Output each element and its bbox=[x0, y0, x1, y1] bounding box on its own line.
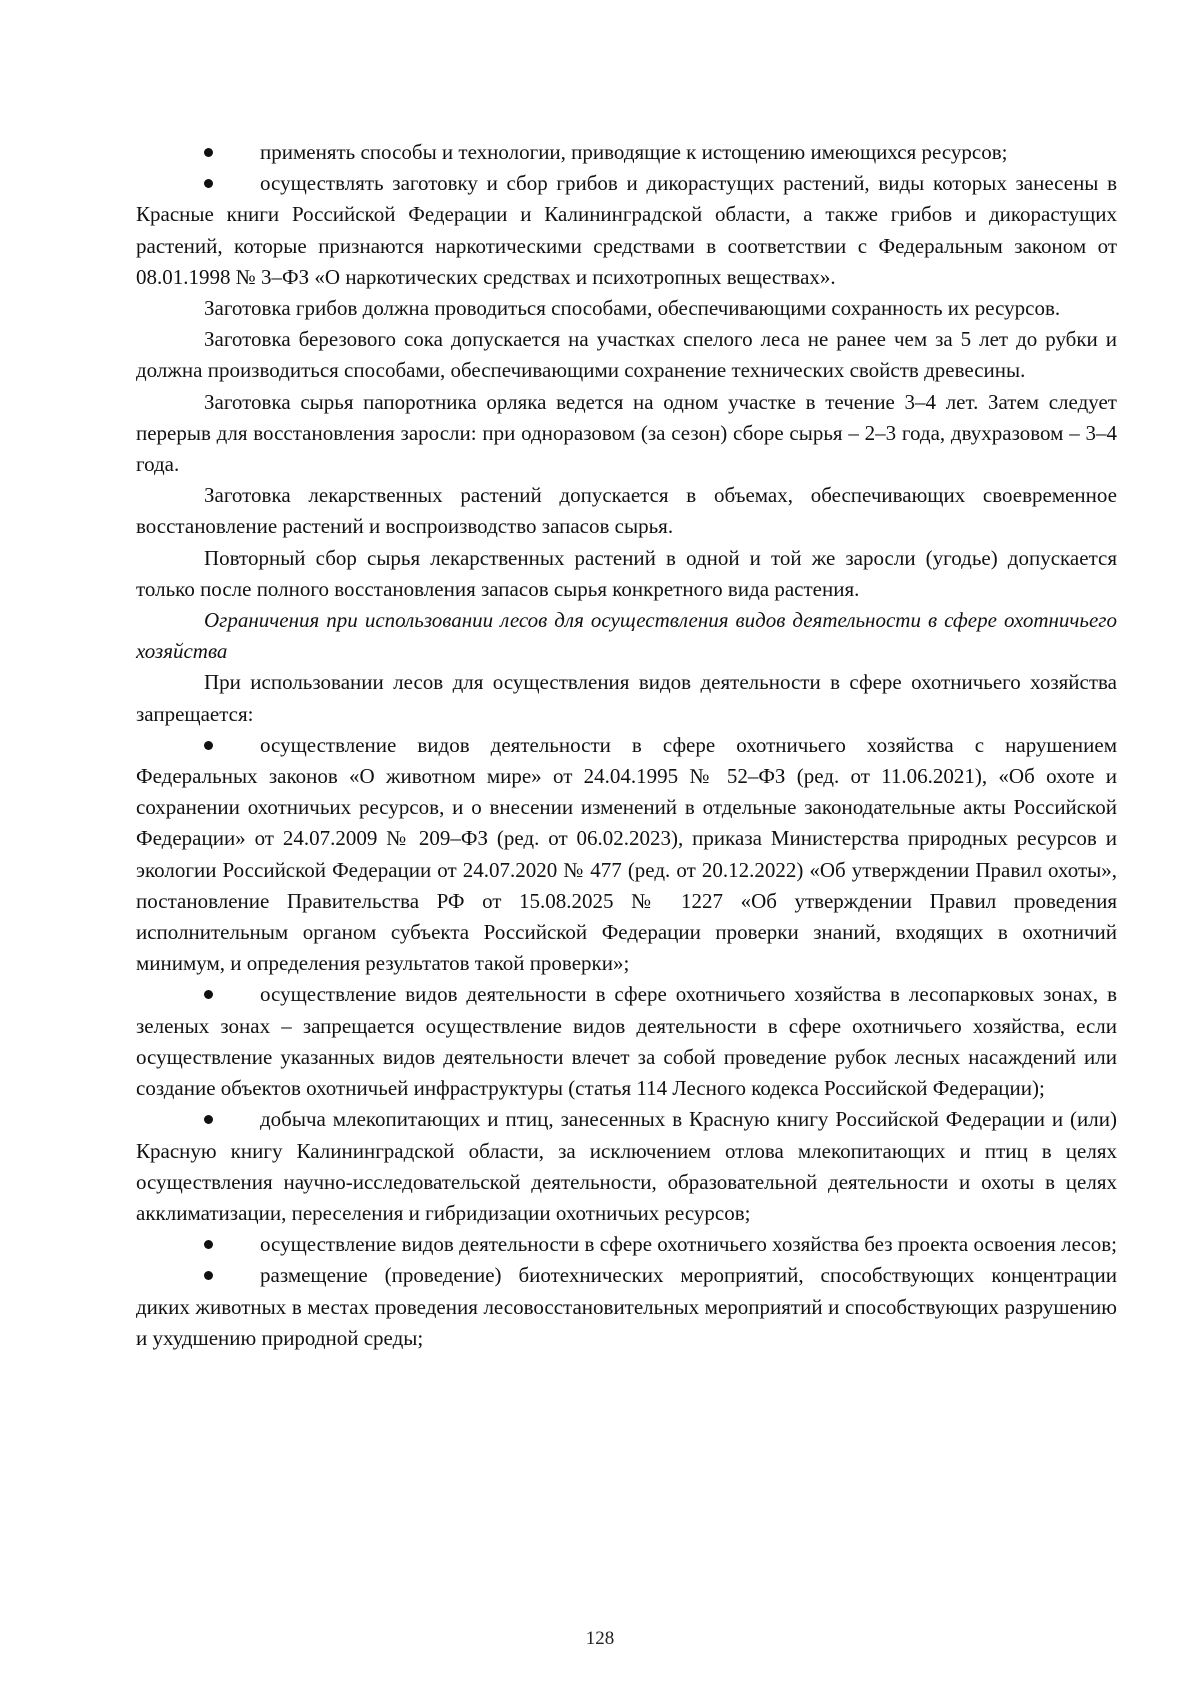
bullet-icon bbox=[136, 137, 260, 168]
bullet-item bbox=[136, 979, 1117, 1104]
bullet-icon bbox=[136, 979, 260, 1010]
bullet-item bbox=[136, 1260, 1117, 1354]
paragraph: Заготовка грибов должна проводиться способами, обеспечивающими сохранность их ресурсов. bbox=[204, 296, 1061, 321]
bullet-item bbox=[136, 1104, 1117, 1229]
bullet-text: осуществление видов деятельности в сфере охотничьего хозяйства с нарушением Федеральных законов «О животном мире» от 24.04.1995 № 52–ФЗ (ред. от 11.06.2021), «Об охоте и сохранении охотничьих ресурсов, и о внесении изменений в отдельные законодательные акты Российской Федерации» от 24.07.2009 № 209–ФЗ (ред. от 06.02.2023), приказа Министерства природных ресурсов и экологии Российской Федерации от 24.07.2020 № 477 (ред. от 20.12.2022) «Об утверждении Правил охоты», постановление Правительства РФ от 15.08.2025 № 1227 «Об утверждении Правил проведения исполнительным органом субъекта Российской Федерации проверки знаний, входящих в охотничий минимум, и определения результатов такой проверки»; bbox=[136, 732, 1117, 976]
bullet-icon bbox=[136, 730, 260, 761]
paragraph: Заготовка сырья папоротника орляка ведется на одном участке в течение 3–4 лет. Затем следует перерыв для восстановления заросли: при одноразовом (за сезон) сборе сырья – 2–3 года, двухразовом – 3–4 года. bbox=[136, 389, 1117, 477]
document-body bbox=[136, 137, 1117, 1354]
bullet-item bbox=[136, 168, 1117, 293]
bullet-text: добыча млекопитающих и птиц, занесенных в Красную книгу Российской Федерации и (или) Красную книгу Калининградской области, за исключением отлова млекопитающих и птиц в целях осуществления научно-исследовательской деятельности, образовательной деятельности и охоты в целях акклиматизации, переселения и гибридизации охотничьих ресурсов; bbox=[136, 1107, 1117, 1225]
bullet-icon bbox=[136, 1260, 260, 1291]
bullet-text: осуществлять заготовку и сбор грибов и дикорастущих растений, виды которых занесены в Красные книги Российской Федерации и Калининградской области, а также грибов и дикорастущих растений, которые признаются наркотическими средствами в соответствии с Федеральным законом от 08.01.1998 № 3–ФЗ «О наркотических средствах и психотропных веществах». bbox=[136, 171, 1117, 289]
bullet-icon bbox=[136, 1229, 260, 1260]
paragraph: Заготовка лекарственных растений допускается в объемах, обеспечивающих своевременное восстановление растений и воспроизводство запасов сырья. bbox=[136, 483, 1117, 539]
bullet-item bbox=[136, 730, 1117, 980]
bullet-item bbox=[136, 1229, 1117, 1260]
bullet-text: осуществление видов деятельности в сфере охотничьего хозяйства в лесопарковых зонах, в зеленых зонах – запрещается осуществление видов деятельности в сфере охотничьего хозяйства, если осуществление указанных видов деятельности влечет за собой проведение рубок лесных насаждений или создание объектов охотничьей инфраструктуры (статья 114 Лесного кодекса Российской Федерации); bbox=[136, 982, 1117, 1101]
bullet-icon bbox=[136, 1104, 260, 1135]
paragraph: Повторный сбор сырья лекарственных растений в одной и той же заросли (угодье) допускается только после полного восстановления запасов сырья конкретного вида растения. bbox=[136, 545, 1117, 601]
bullet-text: осуществление видов деятельности в сфере охотничьего хозяйства без проекта освоения лесов; bbox=[260, 1232, 1117, 1257]
bullet-text: размещение (проведение) биотехнических мероприятий, способствующих концентрации диких животных в местах проведения лесовосстановительных мероприятий и способствующих разрушению и ухудшению природной среды; bbox=[136, 1263, 1117, 1350]
paragraph: Заготовка березового сока допускается на участках спелого леса не ранее чем за 5 лет до рубки и должна производиться способами, обеспечивающими сохранение технических свойств древесины. bbox=[136, 327, 1117, 383]
bullet-text: применять способы и технологии, приводящие к истощению имеющихся ресурсов; bbox=[260, 140, 1008, 164]
bullet-icon bbox=[136, 168, 260, 199]
section-heading: Ограничения при использовании лесов для осуществления видов деятельности в сфере охотничьего хозяйства bbox=[136, 608, 1117, 664]
bullet-item bbox=[136, 137, 1117, 168]
page-number: 128 bbox=[585, 1628, 615, 1649]
paragraph: При использовании лесов для осуществления видов деятельности в сфере охотничьего хозяйства запрещается: bbox=[136, 670, 1117, 726]
